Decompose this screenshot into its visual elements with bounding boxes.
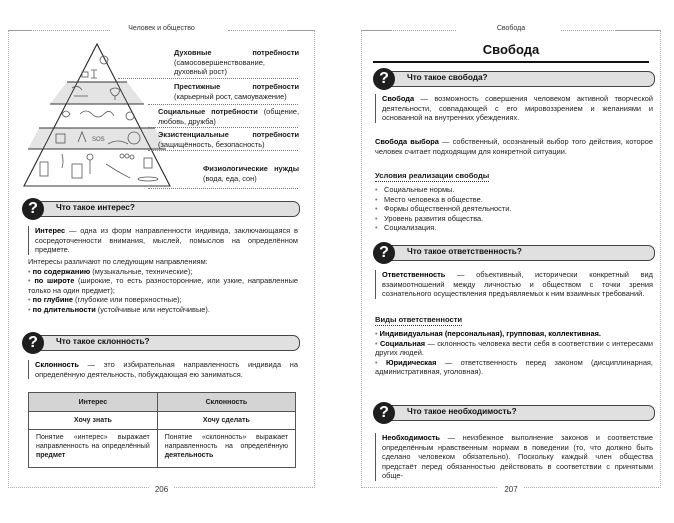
right-page: [361, 25, 661, 502]
need-existential: Экзистенциальные потребности (защищённость, безопасность): [158, 130, 299, 149]
table-cell: Понятие «интерес» выражает направленность на определённый предмет: [29, 430, 158, 468]
running-head: Человек и общество: [8, 25, 315, 32]
table-cell: Хочу сделать: [157, 412, 295, 430]
list-item: • Индивидуальная (персональная), групповая, коллективная.: [375, 329, 653, 339]
list-item: • по длительности (устойчивые или неустойчивые).: [28, 305, 298, 315]
need-spiritual: Духовные потребности (самосовершенствование, духовный рост): [174, 48, 299, 76]
pyramid-outline: [24, 44, 170, 186]
list-item: • Место человека в обществе.: [375, 195, 653, 205]
need-social: Социальные потребности (общение, любовь, дружба): [158, 107, 300, 126]
table-row: [29, 430, 296, 468]
table-header-row: [29, 393, 296, 412]
list-item: • Юридическая — ответственность перед законом (дисциплинарная, административная, уголовная).: [375, 358, 653, 377]
sos-doodle-text: SOS: [92, 137, 105, 143]
table-cell: Хочу знать: [29, 412, 158, 430]
chapter-title: Свобода: [482, 42, 540, 57]
section-heading-conditions: Условия реализации свободы: [375, 171, 490, 180]
question-mark-icon: ?: [22, 198, 44, 220]
list-item: • Социальная — склонность человека вести себя в соответствии с интересами других людей.: [375, 339, 653, 358]
question-mark-icon: ?: [373, 68, 395, 90]
running-head: Свобода: [361, 25, 661, 32]
list-item: • Социальные нормы.: [375, 185, 653, 195]
comparison-table: [28, 392, 296, 468]
page-border-right: [314, 30, 315, 488]
divider: [148, 150, 298, 151]
question-banner-necessity: ? Что такое необходимость?: [373, 402, 655, 424]
definition-freedom: Свобода — возможность совершения человеком активной творческой деятельности, совпадающей с его мировоззрением и желаниями и основанной на внутренних убеждениях.: [375, 94, 653, 123]
question-mark-icon: ?: [22, 332, 44, 354]
question-banner-interest: ? Что такое интерес?: [22, 198, 300, 220]
left-page: [8, 25, 315, 502]
definition-freedom-of-choice: Свобода выбора — собственный, осознанный выбор того действия, которое человек считает подходящим для конкретной ситуации.: [375, 137, 654, 156]
divider: [148, 188, 298, 189]
divider: [118, 78, 298, 79]
question-banner-freedom: ? Что такое свобода?: [373, 68, 655, 90]
table-cell: Понятие «склонность» выражает направленность на определённую деятельность: [157, 430, 295, 468]
table-header: Интерес: [29, 393, 158, 412]
question-banner-inclination: ? Что такое склонность?: [22, 332, 300, 354]
title-underline: [373, 61, 649, 63]
need-physiological: Физиологические нужды (вода, еда, сон): [203, 164, 299, 183]
pyramid-level-prestige: [50, 82, 144, 104]
maslow-pyramid-illustration: [22, 42, 172, 188]
page-border-left: [361, 30, 362, 488]
table-header: Склонность: [157, 393, 295, 412]
divider: [148, 127, 298, 128]
resp-types-list: [375, 329, 653, 377]
list-item: • по широте (широкие, то есть разносторонние, или узкие, направленные только на один предмет);: [28, 276, 298, 295]
table-row: [29, 412, 296, 430]
list-item: • Социализация.: [375, 223, 653, 233]
page-number: 207: [361, 485, 661, 494]
list-item: • Формы общественной деятельности.: [375, 204, 653, 214]
definition-responsibility: Ответственность — объективный, исторически конкретный вид взаимоотношений между личностью и обществом с точки зрения сознательного осуществления предъявляемых к ним взаимных требований.: [375, 270, 653, 299]
question-banner-responsibility: ? Что такое ответственность?: [373, 242, 655, 264]
interest-types: Интересы различают по следующим направлениям: • по содержанию (музыкальные, технические); • по широте (широкие, то есть разносторонние, или узкие, направленные только на один предмет); • по глубине (глубокие или поверхностные); • по длительности (устойчивые или неустойчивые).: [28, 257, 298, 314]
page-number: 206: [8, 485, 315, 494]
list-item: • по содержанию (музыкальные, технические);: [28, 267, 298, 277]
conditions-list: [375, 185, 653, 233]
divider: [148, 104, 298, 105]
section-heading-resp-types: Виды ответственности: [375, 315, 463, 324]
definition-inclination: Склонность — это избирательная направленность индивида на определённую деятельность, побуждающая ею заниматься.: [28, 360, 298, 379]
definition-interest: Интерес — одна из форм направленности индивида, заключающаяся в сосредоточенности внимания, мыслей, помыслов на определённом предмете.: [28, 226, 298, 255]
list-item: • Уровень развития общества.: [375, 214, 653, 224]
need-prestige: Престижные потребности (карьерный рост, самоуважение): [174, 82, 299, 101]
page-border-right: [660, 30, 661, 488]
question-mark-icon: ?: [373, 242, 395, 264]
list-item: • по глубине (глубокие или поверхностные);: [28, 295, 298, 305]
page-border-left: [8, 30, 9, 488]
definition-necessity: Необходимость — неизбежное выполнение законов и соответствие определённым нравственным нормам в поведении (то, что должно быть сделано человеком обязательно). Поскольку каждый член общества предстаёт перед обязанностью действовать в соответствии с принятыми обще-: [375, 433, 653, 481]
question-mark-icon: ?: [373, 402, 395, 424]
